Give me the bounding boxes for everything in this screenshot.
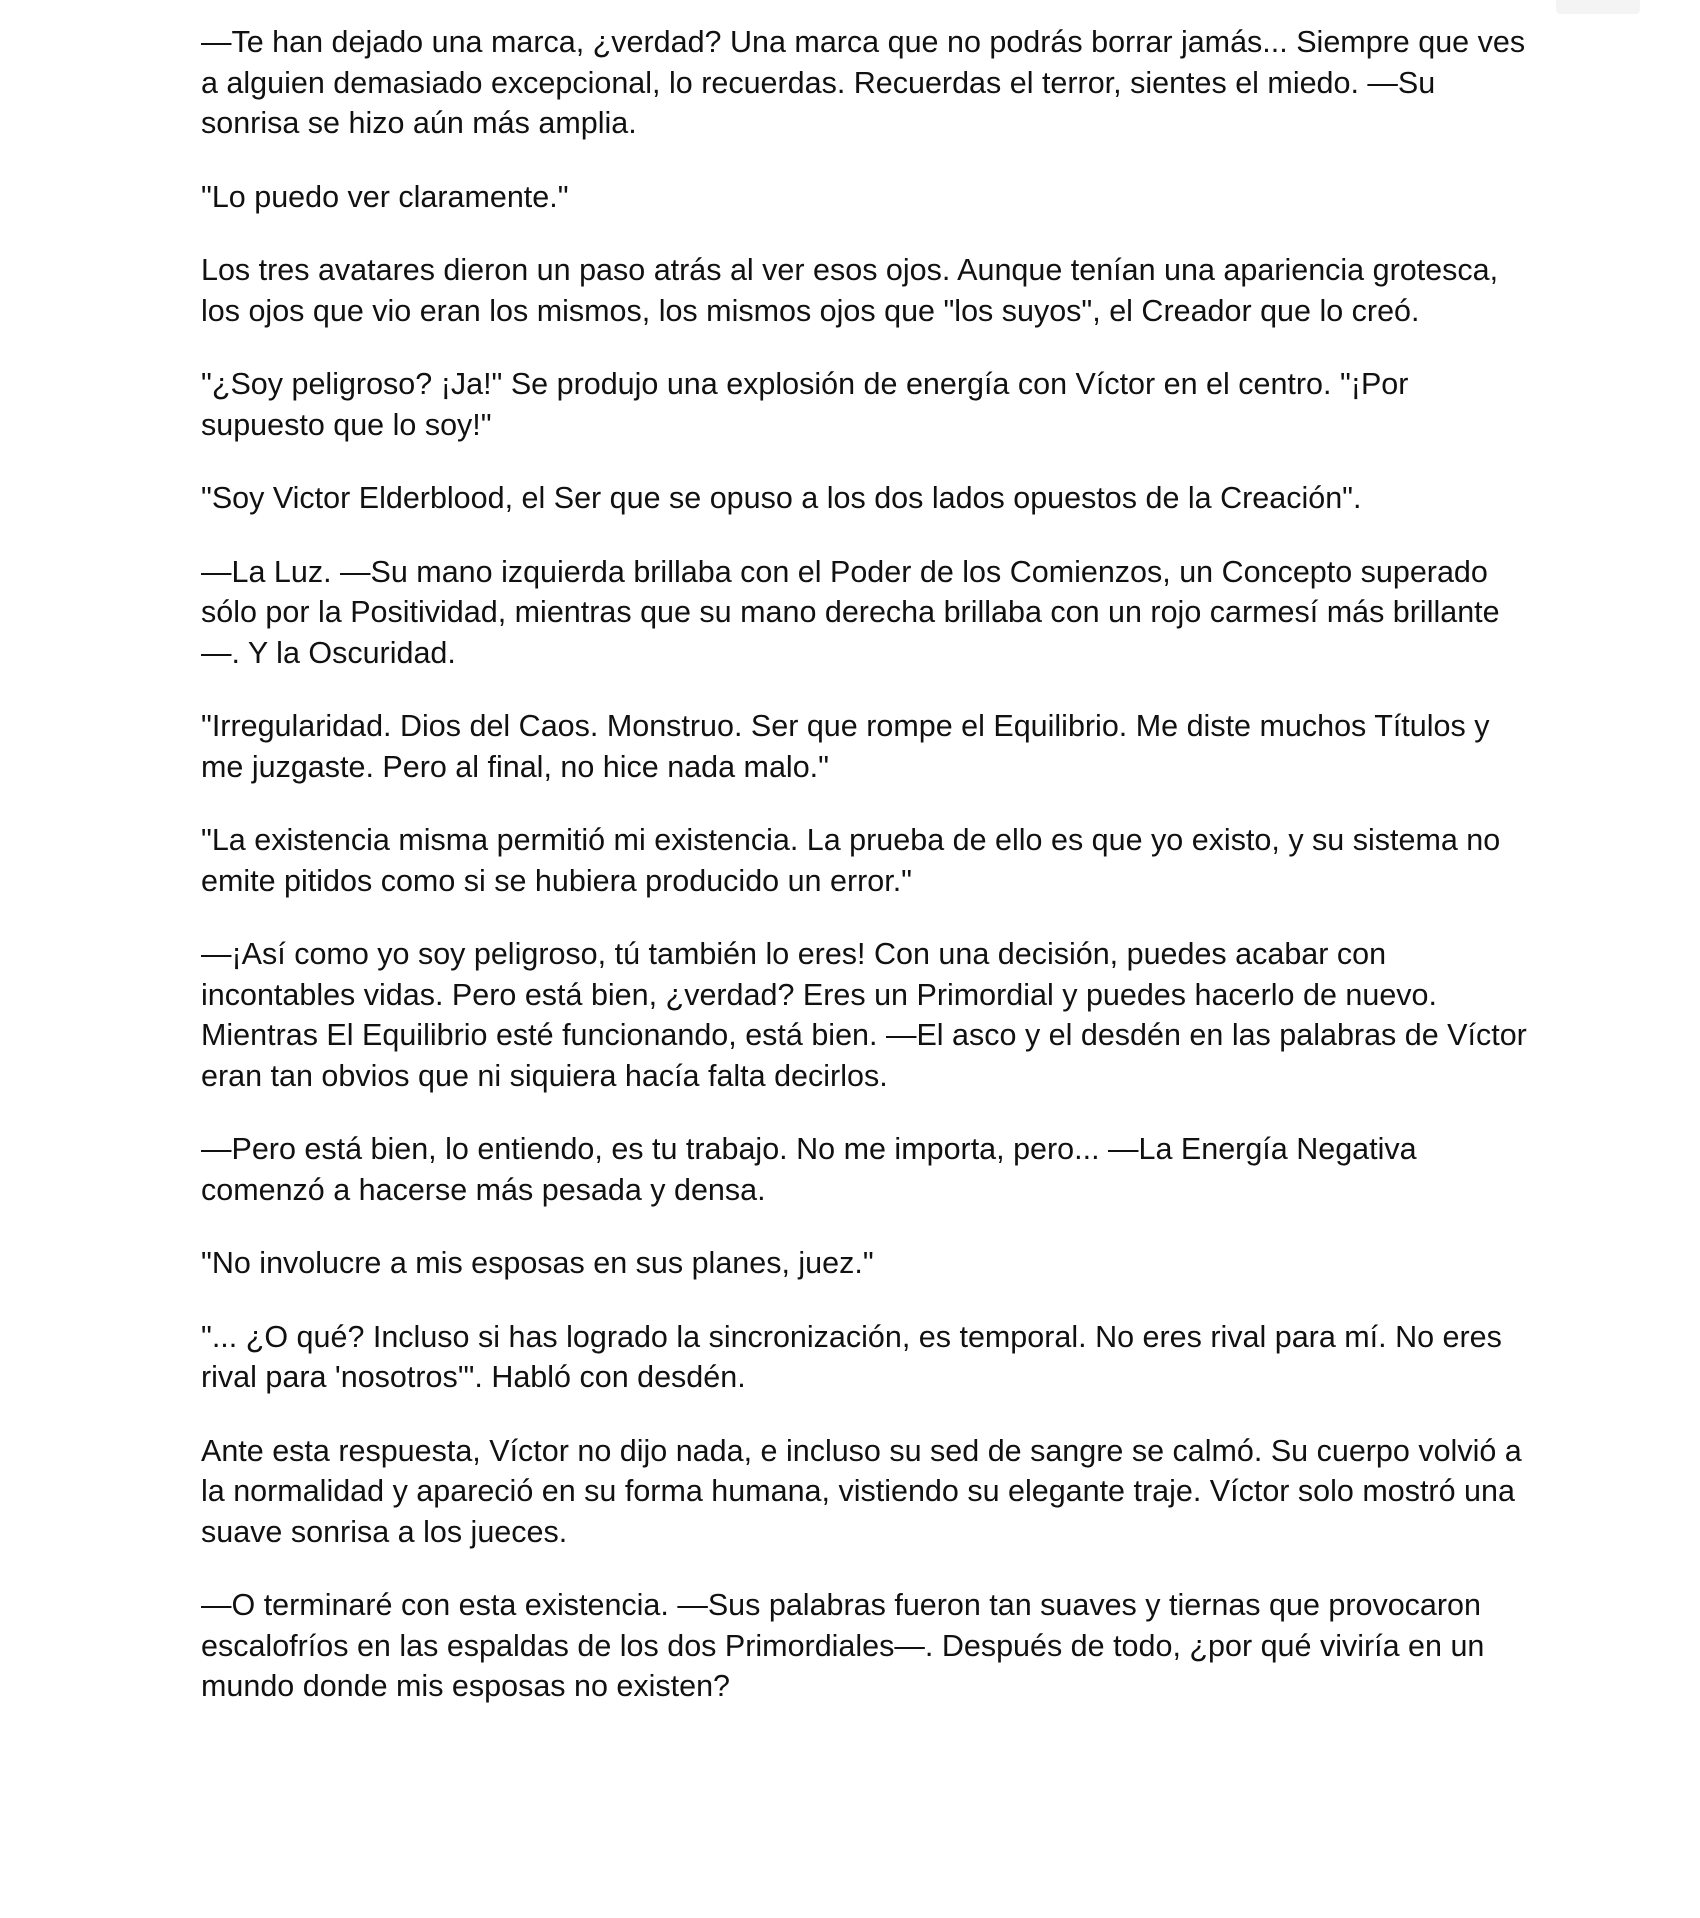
paragraph: Ante esta respuesta, Víctor no dijo nada, e incluso su sed de sangre se calmó. Su cuerpo volvió a la normalidad y apareció en su forma humana, vistiendo su elegante traje. Víctor solo mostró una suave sonrisa a los jueces.	[201, 1433, 1522, 1549]
paragraph: —¡Así como yo soy peligroso, tú también lo eres! Con una decisión, puedes acabar con incontables vidas. Pero está bien, ¿verdad? Eres un Primordial y puedes hacerlo de nuevo. Mientras El Equilibrio esté funcionando, está bien. —El asco y el desdén en las palabras de Víctor eran tan obvios que ni siquiera hacía falta decirlos.	[201, 937, 1527, 1093]
paragraph: "La existencia misma permitió mi existencia. La prueba de ello es que yo existo, y su sistema no emite pitidos como si se hubiera producido un error."	[201, 823, 1501, 898]
paragraph: "... ¿O qué? Incluso si has logrado la sincronización, es temporal. No eres rival para mí. No eres rival para 'nosotros'". Habló con desdén.	[201, 1319, 1502, 1394]
paragraph: —Pero está bien, lo entiendo, es tu trabajo. No me importa, pero... —La Energía Negativa comenzó a hacerse más pesada y densa.	[201, 1132, 1417, 1207]
paragraph: "Irregularidad. Dios del Caos. Monstruo. Ser que rompe el Equilibrio. Me diste muchos Títulos y me juzgaste. Pero al final, no hice nada malo."	[201, 709, 1490, 784]
page-corner-mark	[1556, 0, 1640, 14]
paragraph: "Soy Victor Elderblood, el Ser que se opuso a los dos lados opuestos de la Creación".	[201, 481, 1362, 515]
document-page	[201, 22, 1531, 1740]
paragraph: —Te han dejado una marca, ¿verdad? Una marca que no podrás borrar jamás... Siempre que ves a alguien demasiado excepcional, lo recuerdas. Recuerdas el terror, sientes el miedo. —Su sonrisa se hizo aún más amplia.	[201, 25, 1526, 140]
paragraph: —O terminaré con esta existencia. —Sus palabras fueron tan suaves y tiernas que provocaron escalofríos en las espaldas de los dos Primordiales—. Después de todo, ¿por qué viviría en un mundo donde mis esposas no existen?	[201, 1588, 1485, 1703]
paragraph: "No involucre a mis esposas en sus planes, juez."	[201, 1246, 874, 1280]
paragraph: Los tres avatares dieron un paso atrás al ver esos ojos. Aunque tenían una apariencia grotesca, los ojos que vio eran los mismos, los mismos ojos que "los suyos", el Creador que lo creó.	[201, 253, 1499, 328]
paragraph: —La Luz. —Su mano izquierda brillaba con el Poder de los Comienzos, un Concepto superado sólo por la Positividad, mientras que su mano derecha brillaba con un rojo carmesí más brillante—. Y la Oscuridad.	[201, 554, 1500, 670]
paragraph: "Lo puedo ver claramente."	[201, 179, 569, 214]
paragraph: "¿Soy peligroso? ¡Ja!" Se produjo una explosión de energía con Víctor en el centro. "¡Por supuesto que lo soy!"	[201, 367, 1409, 442]
